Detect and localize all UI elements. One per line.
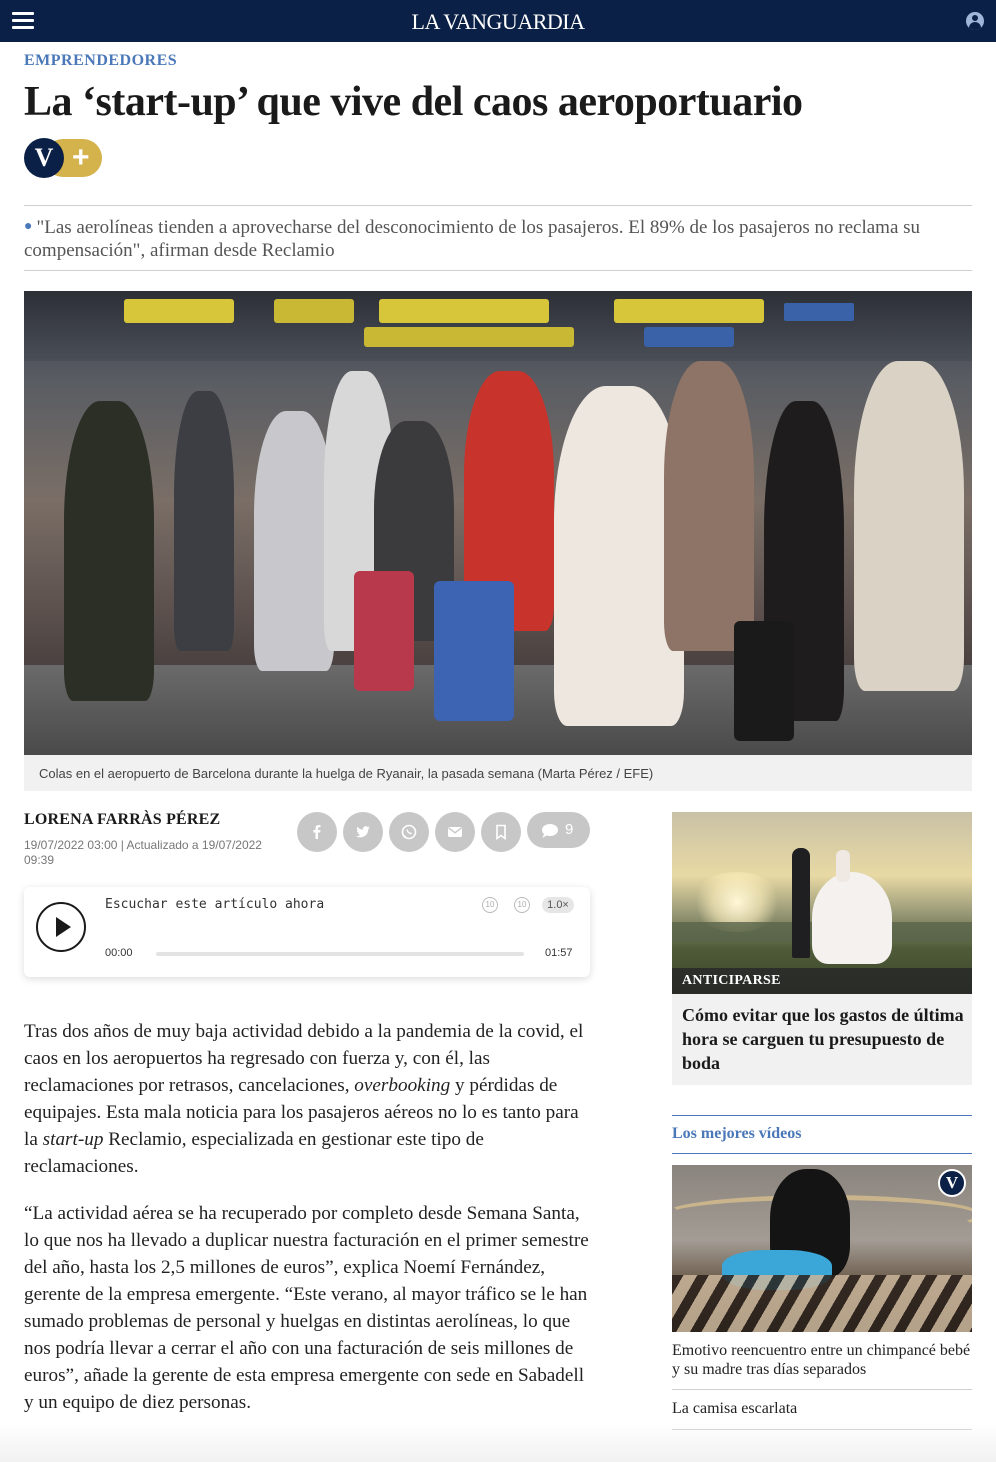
play-button[interactable] (36, 902, 86, 952)
user-icon[interactable] (966, 12, 984, 30)
audio-player (24, 887, 590, 977)
duration: 01:57 (545, 947, 573, 959)
top-bar (0, 0, 996, 42)
image-caption: Colas en el aeropuerto de Barcelona durante la huelga de Ryanair, la pasada semana (Marta Pérez / EFE) (39, 766, 654, 781)
email-icon (445, 822, 465, 842)
bottom-fade (0, 1422, 996, 1462)
bookmark-icon (491, 822, 511, 842)
promo-label: ANTICIPARSE (672, 968, 972, 994)
divider (24, 205, 972, 206)
whatsapp-icon (399, 822, 419, 842)
divider (672, 1153, 972, 1154)
premium-badge (24, 138, 104, 178)
premium-plus-icon: + (72, 141, 90, 174)
comments-button[interactable] (527, 812, 590, 848)
author-name[interactable]: LORENA FARRÀS PÉREZ (24, 811, 221, 828)
video-title[interactable]: La camisa escarlata (672, 1400, 798, 1417)
site-logo[interactable]: LA VANGUARDIA (411, 9, 585, 34)
facebook-icon (307, 822, 327, 842)
facebook-share-button[interactable] (297, 812, 337, 852)
play-icon (54, 916, 72, 938)
divider (672, 1115, 972, 1116)
video-thumbnail[interactable] (672, 1165, 972, 1332)
videos-section-title[interactable]: Los mejores vídeos (672, 1125, 802, 1142)
article-paragraph: Tras dos años de muy baja actividad debido a la pandemia de la covid, el caos en los aeropuertos ha regresado con fuerza y, con él, las reclamaciones por retrasos, cancelaciones, overbooking y pérdidas de equipajes. Esta mala noticia para los pasajeros aéreos no lo es tanto para la start-up Reclamio, especializada en gestionar este tipo de reclamaciones. (24, 1021, 584, 1177)
bookmark-button[interactable] (481, 812, 521, 852)
progress-track[interactable] (156, 952, 524, 956)
twitter-icon (353, 822, 373, 842)
comments-count: 9 (565, 821, 574, 838)
promo-title[interactable]: Cómo evitar que los gastos de última hora se carguen tu presupuesto de boda (682, 1005, 964, 1073)
rewind-10-icon[interactable]: 10 (482, 897, 498, 913)
divider (24, 270, 972, 271)
article-paragraph: “La actividad aérea se ha recuperado por completo desde Semana Santa, lo que nos ha llevado a duplicar nuestra facturación en el primer semestre del año, hasta los 2,5 millones de euros”, explica Noemí Fernández, gerente de la empresa emergente. “Este verano, al mayor tráfico se le han sumado problemas de personal y huelgas en distintas aerolíneas, lo que nos podría llevar a cerrar el año con una facturación de seis millones de euros”, añade la gerente de esta empresa emergente con sede en Sabadell y un equipo de diez personas. (24, 1203, 589, 1413)
page-title: La ‘start-up’ que vive del caos aeroportuario (24, 79, 803, 125)
email-share-button[interactable] (435, 812, 475, 852)
comment-icon (541, 823, 559, 839)
premium-v-icon: V (24, 138, 64, 178)
twitter-share-button[interactable] (343, 812, 383, 852)
article-summary: ● "Las aerolíneas tienden a aprovecharse del desconocimiento de los pasajeros. El 89% de los pasajeros no reclama su compensación", afirman desde Reclamio (24, 217, 921, 261)
player-title: Escuchar este artículo ahora (105, 897, 325, 912)
forward-10-icon[interactable]: 10 (514, 897, 530, 913)
section-label[interactable]: EMPRENDEDORES (24, 52, 178, 69)
image-caption-bar (24, 755, 972, 791)
playback-speed-button[interactable]: 1.0× (542, 897, 574, 913)
current-time: 00:00 (105, 947, 133, 959)
whatsapp-share-button[interactable] (389, 812, 429, 852)
bullet-icon: ● (24, 219, 33, 234)
divider (672, 1389, 972, 1390)
promo-image[interactable] (672, 812, 972, 994)
v-badge-icon: V (938, 1169, 966, 1197)
publish-dates: 19/07/2022 03:00 | Actualizado a 19/07/2022 09:39 (24, 838, 262, 867)
video-title[interactable]: Emotivo reencuentro entre un chimpancé bebé y su madre tras días separados (672, 1342, 971, 1378)
hero-image (24, 291, 972, 755)
sidebar-promo-card[interactable] (672, 812, 972, 1085)
